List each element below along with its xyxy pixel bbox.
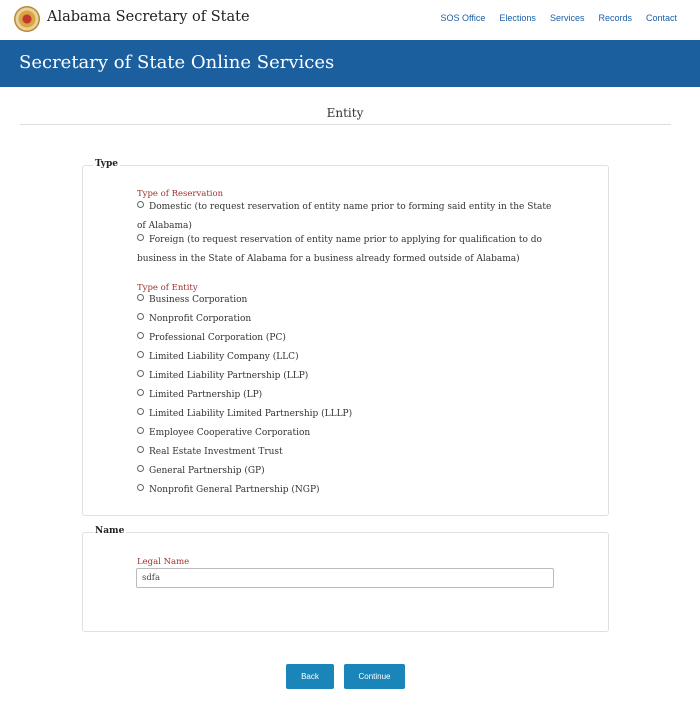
radio-circle-icon[interactable] <box>137 313 144 320</box>
option-label: Nonprofit General Partnership (NGP) <box>149 485 320 495</box>
radio-circle-icon[interactable] <box>137 465 144 472</box>
option-label: General Partnership (GP) <box>149 466 265 476</box>
entity-type-label: Type of Entity <box>137 283 198 293</box>
radio-circle-icon[interactable] <box>137 408 144 415</box>
option-label: Limited Liability Partnership (LLP) <box>149 371 309 381</box>
option-label: Limited Partnership (LP) <box>149 390 263 400</box>
radio-circle-icon[interactable] <box>137 234 144 241</box>
option-label: Professional Corporation (PC) <box>149 333 286 343</box>
reservation-type-label: Type of Reservation <box>137 189 224 199</box>
option-label: Business Corporation <box>149 295 248 305</box>
radio-entity-llp[interactable] <box>137 367 308 386</box>
banner-title: Secretary of State Online Services <box>19 52 335 73</box>
back-button[interactable]: Back <box>286 664 334 689</box>
page-banner <box>0 40 700 87</box>
radio-circle-icon[interactable] <box>137 484 144 491</box>
heading-divider <box>20 124 671 125</box>
radio-entity-business-corporation[interactable] <box>137 291 247 310</box>
continue-button[interactable]: Continue <box>344 664 405 689</box>
site-header <box>0 0 700 40</box>
option-label: Foreign (to request reservation of entity name prior to applying for qualification to do business in the State of Alabama for a business already formed outside of Alabama) <box>137 235 542 264</box>
page-title: Entity <box>326 106 364 120</box>
radio-entity-lllp[interactable] <box>137 405 352 424</box>
site-title[interactable]: Alabama Secretary of State <box>47 9 250 25</box>
main-nav <box>427 13 677 23</box>
option-label: Real Estate Investment Trust <box>149 447 283 457</box>
radio-reservation-foreign[interactable] <box>137 231 557 269</box>
radio-circle-icon[interactable] <box>137 370 144 377</box>
nav-elections[interactable]: Elections <box>499 13 536 23</box>
radio-circle-icon[interactable] <box>137 389 144 396</box>
radio-entity-lp[interactable] <box>137 386 262 405</box>
radio-entity-professional-corporation[interactable] <box>137 329 286 348</box>
option-label: Limited Liability Limited Partnership (LLLP) <box>149 409 353 419</box>
nav-services[interactable]: Services <box>549 13 585 23</box>
radio-entity-llc[interactable] <box>137 348 299 367</box>
radio-circle-icon[interactable] <box>137 332 144 339</box>
radio-entity-employee-cooperative[interactable] <box>137 424 310 443</box>
option-label: Limited Liability Company (LLC) <box>149 352 299 362</box>
option-label: Domestic (to request reservation of entity name prior to forming said entity in the State of Alabama) <box>137 202 552 231</box>
option-label: Employee Cooperative Corporation <box>149 428 311 438</box>
radio-circle-icon[interactable] <box>137 294 144 301</box>
radio-entity-gp[interactable] <box>137 462 265 481</box>
radio-entity-nonprofit-corporation[interactable] <box>137 310 251 329</box>
radio-entity-reit[interactable] <box>137 443 283 462</box>
name-legend: Name <box>95 526 125 536</box>
nav-records[interactable]: Records <box>598 13 632 23</box>
radio-circle-icon[interactable] <box>137 446 144 453</box>
option-label: Nonprofit Corporation <box>149 314 252 324</box>
radio-circle-icon[interactable] <box>137 351 144 358</box>
nav-contact[interactable]: Contact <box>645 13 677 23</box>
state-seal-icon[interactable] <box>14 6 40 32</box>
radio-circle-icon[interactable] <box>137 427 144 434</box>
nav-sos-office[interactable]: SOS Office <box>440 13 486 23</box>
legal-name-label: Legal Name <box>137 557 190 567</box>
radio-circle-icon[interactable] <box>137 201 144 208</box>
radio-entity-ngp[interactable] <box>137 481 320 500</box>
legal-name-input[interactable] <box>136 568 554 588</box>
type-legend: Type <box>95 159 118 169</box>
